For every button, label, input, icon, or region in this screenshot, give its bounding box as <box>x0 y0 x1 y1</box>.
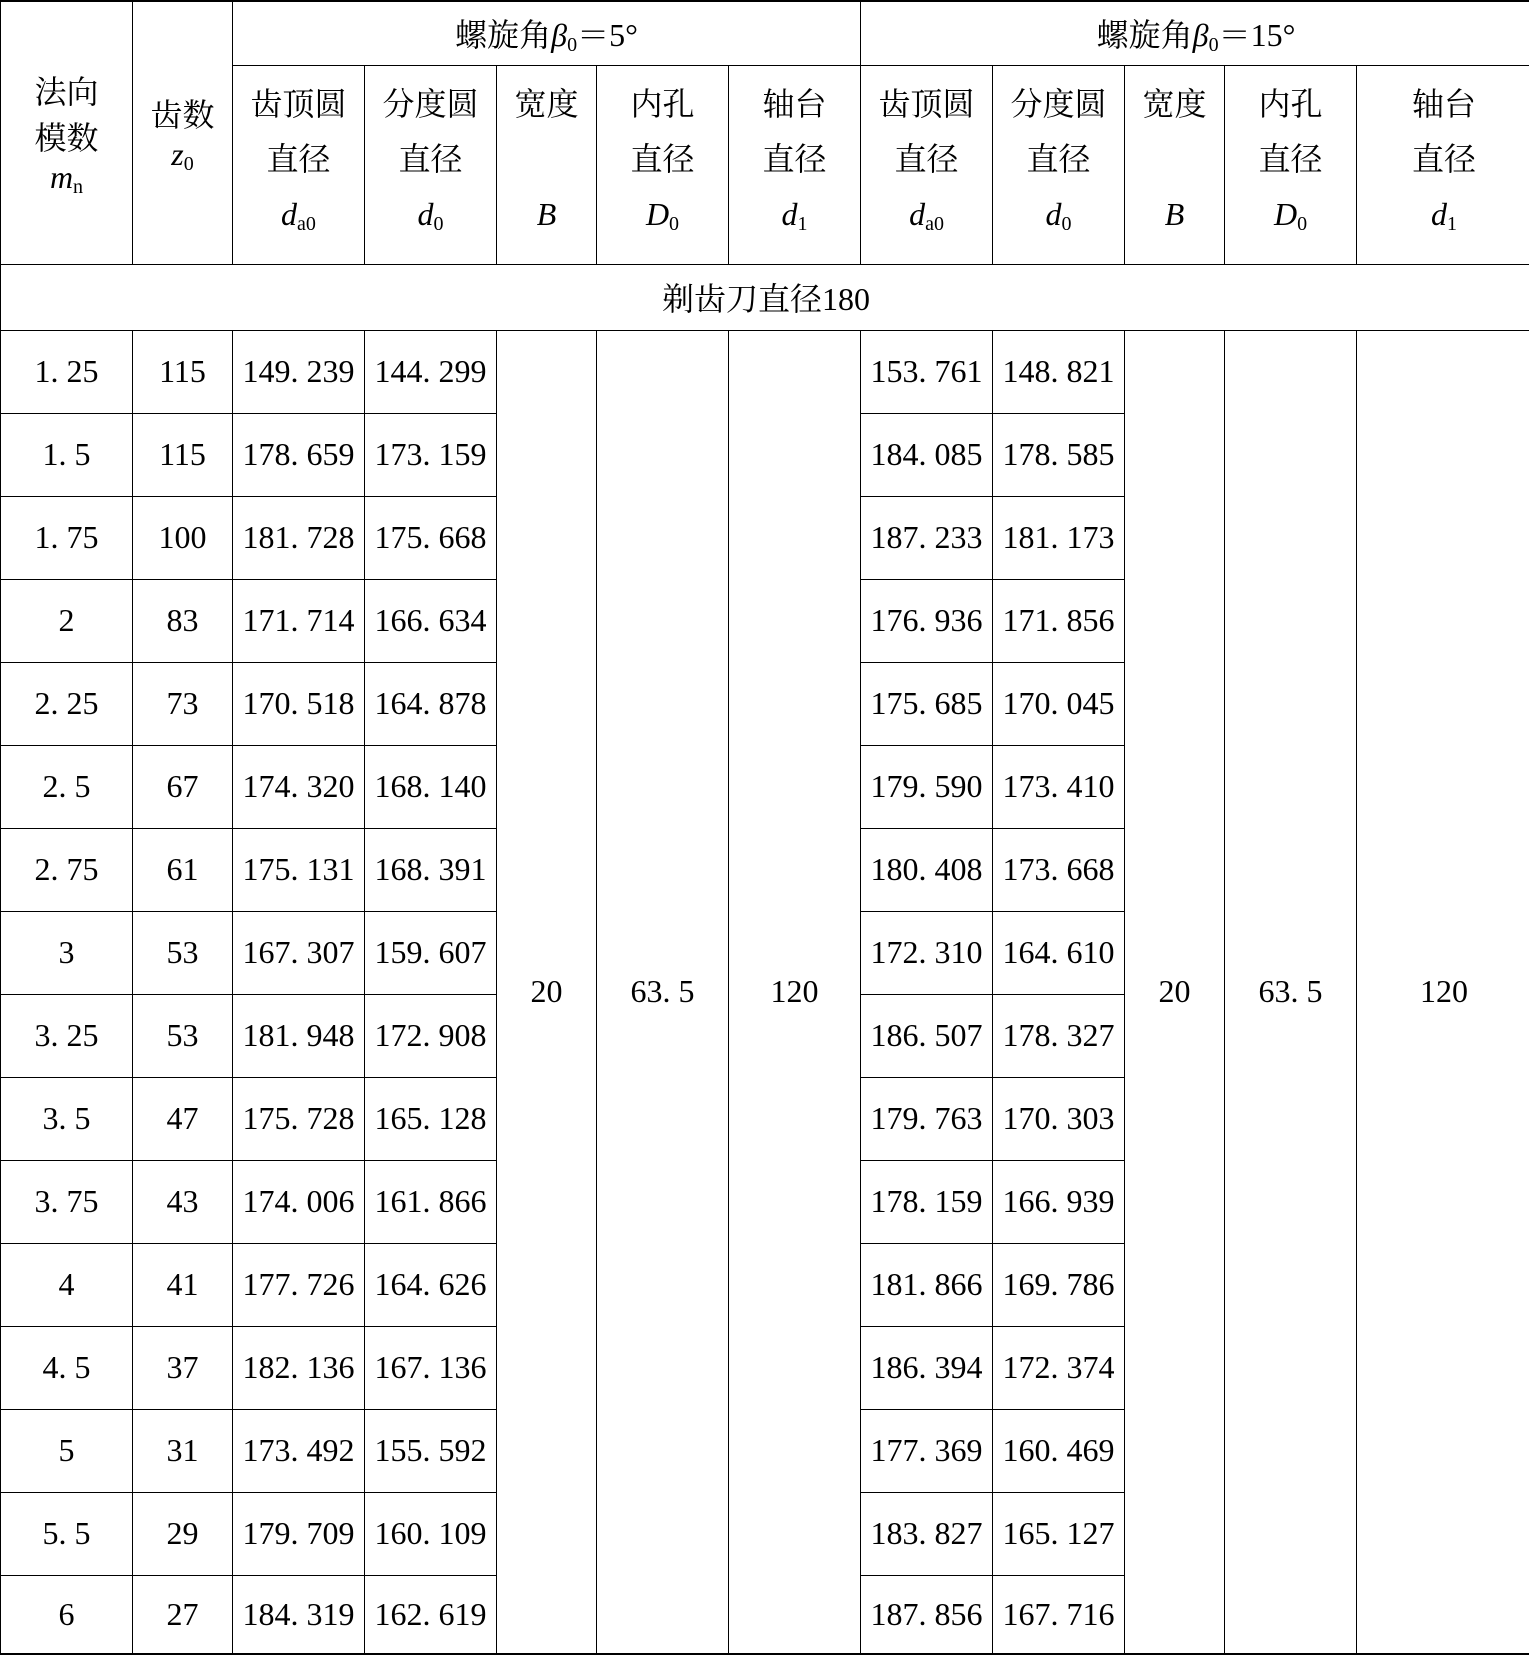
cell-tip-diameter-15: 179. 763 <box>861 1077 993 1160</box>
cell-pitch-diameter-15: 181. 173 <box>993 496 1125 579</box>
cell-pitch-diameter-5: 162. 619 <box>365 1575 497 1654</box>
cell-tip-diameter-5: 179. 709 <box>233 1492 365 1575</box>
cell-teeth: 37 <box>133 1326 233 1409</box>
cell-pitch-diameter-5: 155. 592 <box>365 1409 497 1492</box>
cell-pitch-diameter-15: 173. 410 <box>993 745 1125 828</box>
cell-teeth: 115 <box>133 330 233 413</box>
header-group-helix-15: 螺旋角$\beta_0=15^\circ$ <box>861 1 1529 65</box>
cell-pitch-diameter-5: 175. 668 <box>365 496 497 579</box>
cell-teeth: 31 <box>133 1409 233 1492</box>
cell-tip-diameter-5: 175. 131 <box>233 828 365 911</box>
cell-pitch-diameter-5: 166. 634 <box>365 579 497 662</box>
cell-pitch-diameter-15: 178. 327 <box>993 994 1125 1077</box>
cell-normal-module: 1. 5 <box>1 413 133 496</box>
cell-tip-diameter-5: 149. 239 <box>233 330 365 413</box>
cell-pitch-diameter-5: 168. 140 <box>365 745 497 828</box>
header-col-b-0: 齿顶圆 直径 $d_{a0}$ <box>861 65 993 264</box>
header-col-a-3: 内孔 直径 $D_0$ <box>597 65 729 264</box>
cell-tip-diameter-5: 181. 948 <box>233 994 365 1077</box>
cell-pitch-diameter-5: 161. 866 <box>365 1160 497 1243</box>
cell-tip-diameter-15: 187. 233 <box>861 496 993 579</box>
cell-normal-module: 1. 25 <box>1 330 133 413</box>
cell-pitch-diameter-15: 172. 374 <box>993 1326 1125 1409</box>
cell-pitch-diameter-15: 171. 856 <box>993 579 1125 662</box>
cell-pitch-diameter-15: 167. 716 <box>993 1575 1125 1654</box>
cell-tip-diameter-5: 174. 006 <box>233 1160 365 1243</box>
cell-pitch-diameter-5: 168. 391 <box>365 828 497 911</box>
cell-normal-module: 4 <box>1 1243 133 1326</box>
cell-pitch-diameter-5: 164. 878 <box>365 662 497 745</box>
cell-tip-diameter-5: 182. 136 <box>233 1326 365 1409</box>
cell-hub-diameter-5: 120 <box>729 330 861 1654</box>
cell-tip-diameter-5: 173. 492 <box>233 1409 365 1492</box>
cell-normal-module: 5. 5 <box>1 1492 133 1575</box>
cell-teeth: 41 <box>133 1243 233 1326</box>
cell-tip-diameter-5: 171. 714 <box>233 579 365 662</box>
cell-tip-diameter-5: 174. 320 <box>233 745 365 828</box>
header-col-a-2: 宽度 B <box>497 65 597 264</box>
cell-tip-diameter-15: 153. 761 <box>861 330 993 413</box>
cell-pitch-diameter-5: 144. 299 <box>365 330 497 413</box>
cell-teeth: 29 <box>133 1492 233 1575</box>
table-row <box>1 330 1529 413</box>
cell-normal-module: 1. 75 <box>1 496 133 579</box>
cell-pitch-diameter-15: 164. 610 <box>993 911 1125 994</box>
cell-teeth: 83 <box>133 579 233 662</box>
header-col-b-4: 轴台 直径 $d_1$ <box>1357 65 1529 264</box>
header-col-a-1: 分度圆 直径 $d_0$ <box>365 65 497 264</box>
cell-pitch-diameter-15: 169. 786 <box>993 1243 1125 1326</box>
cell-pitch-diameter-5: 167. 136 <box>365 1326 497 1409</box>
cell-pitch-diameter-15: 148. 821 <box>993 330 1125 413</box>
cell-pitch-diameter-5: 159. 607 <box>365 911 497 994</box>
cell-tip-diameter-5: 181. 728 <box>233 496 365 579</box>
cell-pitch-diameter-15: 160. 469 <box>993 1409 1125 1492</box>
cell-teeth: 67 <box>133 745 233 828</box>
cell-width-5: 20 <box>497 330 597 1654</box>
cell-tip-diameter-5: 175. 728 <box>233 1077 365 1160</box>
header-col-a-0: 齿顶圆 直径 $d_{a0}$ <box>233 65 365 264</box>
cell-normal-module: 3. 25 <box>1 994 133 1077</box>
cell-tip-diameter-15: 177. 369 <box>861 1409 993 1492</box>
cell-normal-module: 3 <box>1 911 133 994</box>
cell-teeth: 61 <box>133 828 233 911</box>
cell-bore-diameter-15: 63. 5 <box>1225 330 1357 1654</box>
cell-pitch-diameter-5: 165. 128 <box>365 1077 497 1160</box>
cell-pitch-diameter-5: 160. 109 <box>365 1492 497 1575</box>
header-group-helix-5: 螺旋角$\beta_0=5^\circ$ <box>233 1 861 65</box>
cell-tip-diameter-15: 178. 159 <box>861 1160 993 1243</box>
header-col-b-2: 宽度 B <box>1125 65 1225 264</box>
cell-tip-diameter-15: 184. 085 <box>861 413 993 496</box>
cell-tip-diameter-5: 167. 307 <box>233 911 365 994</box>
cell-tip-diameter-5: 178. 659 <box>233 413 365 496</box>
cell-tip-diameter-15: 175. 685 <box>861 662 993 745</box>
cell-normal-module: 2. 25 <box>1 662 133 745</box>
cell-normal-module: 6 <box>1 1575 133 1654</box>
header-col-b-1: 分度圆 直径 $d_0$ <box>993 65 1125 264</box>
cell-teeth: 73 <box>133 662 233 745</box>
cell-normal-module: 4. 5 <box>1 1326 133 1409</box>
cell-pitch-diameter-15: 170. 045 <box>993 662 1125 745</box>
cell-normal-module: 2 <box>1 579 133 662</box>
cell-tip-diameter-5: 184. 319 <box>233 1575 365 1654</box>
cell-teeth: 53 <box>133 994 233 1077</box>
cell-tip-diameter-15: 187. 856 <box>861 1575 993 1654</box>
cell-teeth: 47 <box>133 1077 233 1160</box>
cell-pitch-diameter-15: 166. 939 <box>993 1160 1125 1243</box>
cell-teeth: 53 <box>133 911 233 994</box>
cell-tip-diameter-5: 170. 518 <box>233 662 365 745</box>
cell-bore-diameter-5: 63. 5 <box>597 330 729 1654</box>
cell-teeth: 100 <box>133 496 233 579</box>
cell-teeth: 43 <box>133 1160 233 1243</box>
cell-teeth: 27 <box>133 1575 233 1654</box>
cell-tip-diameter-5: 177. 726 <box>233 1243 365 1326</box>
cell-pitch-diameter-15: 165. 127 <box>993 1492 1125 1575</box>
cell-tip-diameter-15: 186. 394 <box>861 1326 993 1409</box>
header-teeth: 齿数 $z_0$ <box>133 1 233 264</box>
cell-pitch-diameter-5: 164. 626 <box>365 1243 497 1326</box>
cell-width-15: 20 <box>1125 330 1225 1654</box>
cell-pitch-diameter-5: 172. 908 <box>365 994 497 1077</box>
cell-hub-diameter-15: 120 <box>1357 330 1529 1654</box>
cell-tip-diameter-15: 181. 866 <box>861 1243 993 1326</box>
cell-teeth: 115 <box>133 413 233 496</box>
cell-tip-diameter-15: 183. 827 <box>861 1492 993 1575</box>
cell-normal-module: 5 <box>1 1409 133 1492</box>
cell-pitch-diameter-15: 178. 585 <box>993 413 1125 496</box>
cell-tip-diameter-15: 172. 310 <box>861 911 993 994</box>
cell-normal-module: 3. 5 <box>1 1077 133 1160</box>
cell-pitch-diameter-15: 170. 303 <box>993 1077 1125 1160</box>
section-title: 剃齿刀直径180 <box>1 264 1529 330</box>
cell-normal-module: 2. 75 <box>1 828 133 911</box>
cell-pitch-diameter-5: 173. 159 <box>365 413 497 496</box>
cell-tip-diameter-15: 176. 936 <box>861 579 993 662</box>
cell-normal-module: 2. 5 <box>1 745 133 828</box>
cell-tip-diameter-15: 186. 507 <box>861 994 993 1077</box>
cell-tip-diameter-15: 180. 408 <box>861 828 993 911</box>
header-col-b-3: 内孔 直径 $D_0$ <box>1225 65 1357 264</box>
cell-tip-diameter-15: 179. 590 <box>861 745 993 828</box>
header-col-a-4: 轴台 直径 $d_1$ <box>729 65 861 264</box>
cell-normal-module: 3. 75 <box>1 1160 133 1243</box>
cell-pitch-diameter-15: 173. 668 <box>993 828 1125 911</box>
header-normal-module: 法向 模数 $m_n$ <box>1 1 133 264</box>
